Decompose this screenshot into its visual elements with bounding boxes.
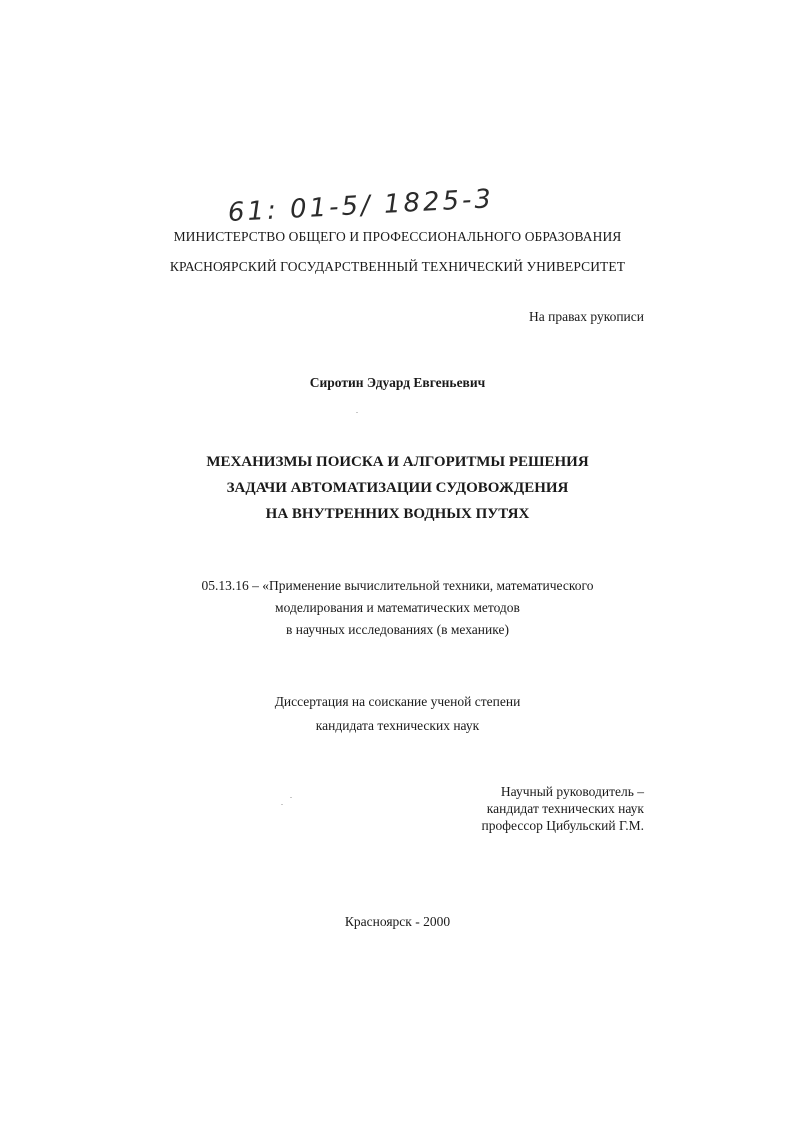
city-year: Красноярск - 2000 (344, 914, 451, 929)
scan-speck (290, 797, 292, 798)
scan-speck (356, 412, 358, 413)
degree-line-2: кандидата технических наук (315, 718, 480, 733)
dissertation-title (0, 449, 795, 527)
manuscript-note: На правах рукописи (528, 309, 644, 324)
supervisor-line-3: профессор Цибульский Г.М. (481, 818, 644, 833)
scan-speck (281, 804, 283, 805)
supervisor-line-2: кандидат технических наук (486, 801, 644, 816)
degree-line-1: Диссертация на соискание ученой степени (274, 694, 521, 709)
supervisor-block (482, 783, 644, 834)
degree-block (0, 690, 795, 738)
university-heading: КРАСНОЯРСКИЙ ГОСУДАРСТВЕННЫЙ ТЕХНИЧЕСКИЙ УНИВЕРСИТЕТ (169, 259, 626, 274)
specialty-line-1: 05.13.16 – «Применение вычислительной техники, математического (201, 578, 594, 593)
archive-number-handwritten: 61: 01-5/ 1825-3 (227, 184, 495, 228)
specialty-block (0, 575, 795, 641)
specialty-line-3: в научных исследованиях (в механике) (286, 622, 509, 637)
title-line-1: МЕХАНИЗМЫ ПОИСКА И АЛГОРИТМЫ РЕШЕНИЯ (206, 454, 589, 470)
title-line-3: НА ВНУТРЕННИХ ВОДНЫХ ПУТЯХ (265, 506, 530, 522)
supervisor-line-1: Научный руководитель – (500, 784, 644, 799)
author-name: Сиротин Эдуард Евгеньевич (309, 375, 486, 390)
ministry-heading: МИНИСТЕРСТВО ОБЩЕГО И ПРОФЕССИОНАЛЬНОГО ОБРАЗОВАНИЯ (173, 229, 622, 244)
title-line-2: ЗАДАЧИ АВТОМАТИЗАЦИИ СУДОВОЖДЕНИЯ (226, 480, 569, 496)
specialty-line-2: моделирования и математических методов (275, 600, 520, 615)
